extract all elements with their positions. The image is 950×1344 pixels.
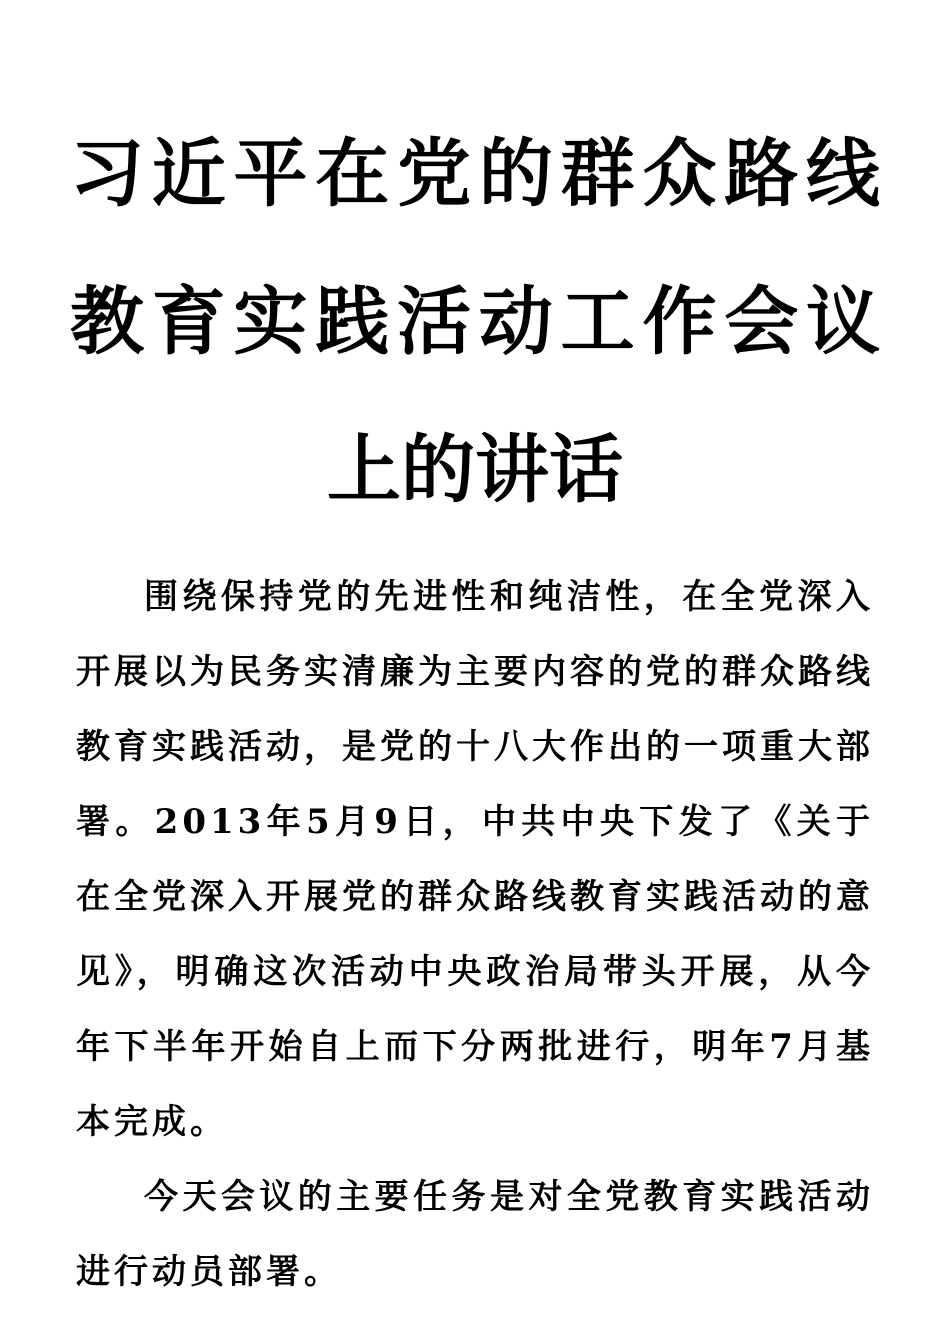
paragraph-2: 今天会议的主要任务是对全党教育实践活动进行动员部署。 [76, 1177, 874, 1292]
paragraph-1: 围绕保持党的先进性和纯洁性，在全党深入开展以为民务实清廉为主要内容的党的群众路线教育实践活动，是党的十八大作出的一项重大部署。2013年5月9日，中共中央下发了《关于在全党深入开展党的群众路线教育实践活动的意见》，明确这次活动中央政治局带头开展，从今年下半年开始自上而下分两批进行，明年7月基本完成。 [76, 577, 874, 1142]
document-title [70, 100, 880, 544]
title-line-3: 上的讲话 [327, 427, 623, 513]
title-line-2: 教育实践活动工作会议 [70, 279, 880, 365]
document-body [76, 560, 874, 1310]
title-line-1: 习近平在党的群众路线 [70, 131, 880, 217]
